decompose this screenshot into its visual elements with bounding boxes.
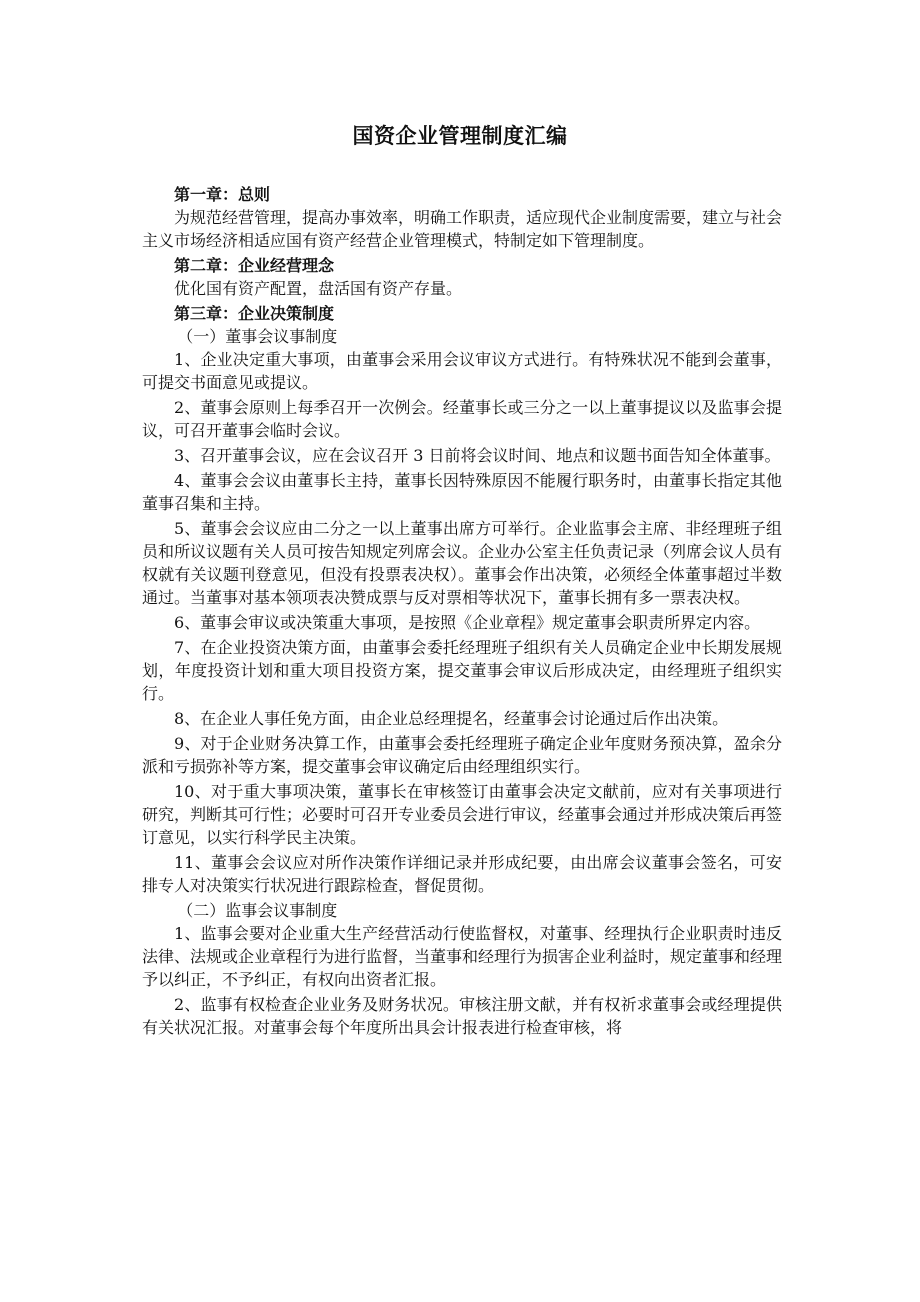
body-paragraph: 为规范经营管理，提高办事效率，明确工作职责，适应现代企业制度需要，建立与社会主义市场经济相适应国有资产经营企业管理模式，特制定如下管理制度。 [142,208,783,250]
document-body [142,183,782,1041]
body-paragraph: 10、对于重大事项决策，董事长在审核签订由董事会决定文献前，应对有关事项进行研究，判断其可行性；必要时可召开专业委员会进行审议，经董事会通过并形成决策后再签订意见，以实行科学民主决策。 [142,782,783,847]
body-paragraph: 5、董事会会议应由二分之一以上董事出席方可举行。企业监事会主席、非经理班子组员和所议议题有关人员可按告知规定列席会议。企业办公室主任负责记录（列席会议人员有权就有关议题刊登意见，但没有投票表决权）。董事会作出决策，必须经全体董事超过半数通过。当董事对基本领项表决赞成票与反对票相等状况下，董事长拥有多一票表决权。 [142,519,783,607]
body-paragraph: 9、对于企业财务决算工作，由董事会委托经理班子确定企业年度财务预决算，盈余分派和亏损弥补等方案，提交董事会审议确定后由经理组织实行。 [142,734,782,776]
chapter-heading: 第一章：总则 [174,185,271,204]
document-title: 国资企业管理制度汇编 [352,124,568,148]
body-paragraph: 8、在企业人事任免方面，由企业总经理提名，经董事会讨论通过后作出决策。 [174,709,729,728]
body-paragraph: 11、董事会会议应对所作决策作详细记录并形成纪要，由出席会议董事会签名，可安排专人对决策实行状况进行跟踪检查，督促贯彻。 [142,853,782,895]
chapter-heading: 第二章：企业经营理念 [174,256,335,275]
body-paragraph: 4、董事会会议由董事长主持，董事长因特殊原因不能履行职务时，由董事长指定其他董事召集和主持。 [142,471,782,513]
body-paragraph: 1、企业决定重大事项，由董事会采用会议审议方式进行。有特殊状况不能到会董事，可提交书面意见或提议。 [142,350,782,392]
body-paragraph: 6、董事会审议或决策重大事项，是按照《企业章程》规定董事会职责所界定内容。 [174,613,761,632]
body-paragraph: 2、董事会原则上每季召开一次例会。经董事长或三分之一以上董事提议以及监事会提议，可召开董事会临时会议。 [142,398,782,440]
body-paragraph: 2、监事有权检查企业业务及财务状况。审核注册文献，并有权祈求董事会或经理提供有关状况汇报。对董事会每个年度所出具会计报表进行检查审核，将 [142,995,782,1037]
chapter-heading: 第三章：企业决策制度 [174,304,335,323]
section-heading: （二）监事会议事制度 [177,901,338,920]
section-heading: （一）董事会议事制度 [177,327,338,346]
body-paragraph: 7、在企业投资决策方面，由董事会委托经理班子组织有关人员确定企业中长期发展规划，年度投资计划和重大项目投资方案，提交董事会审议后形成决定，由经理班子组织实行。 [142,638,782,703]
body-paragraph: 1、监事会要对企业重大生产经营活动行使监督权，对董事、经理执行企业职责时违反法律、法规或企业章程行为进行监督，当董事和经理行为损害企业利益时，规定董事和经理予以纠正，不予纠正，有权向出资者汇报。 [142,924,783,989]
body-paragraph: 优化国有资产配置，盘活国有资产存量。 [174,279,463,298]
body-paragraph: 3、召开董事会议，应在会议召开 3 日前将会议时间、地点和议题书面告知全体董事。 [174,446,781,465]
